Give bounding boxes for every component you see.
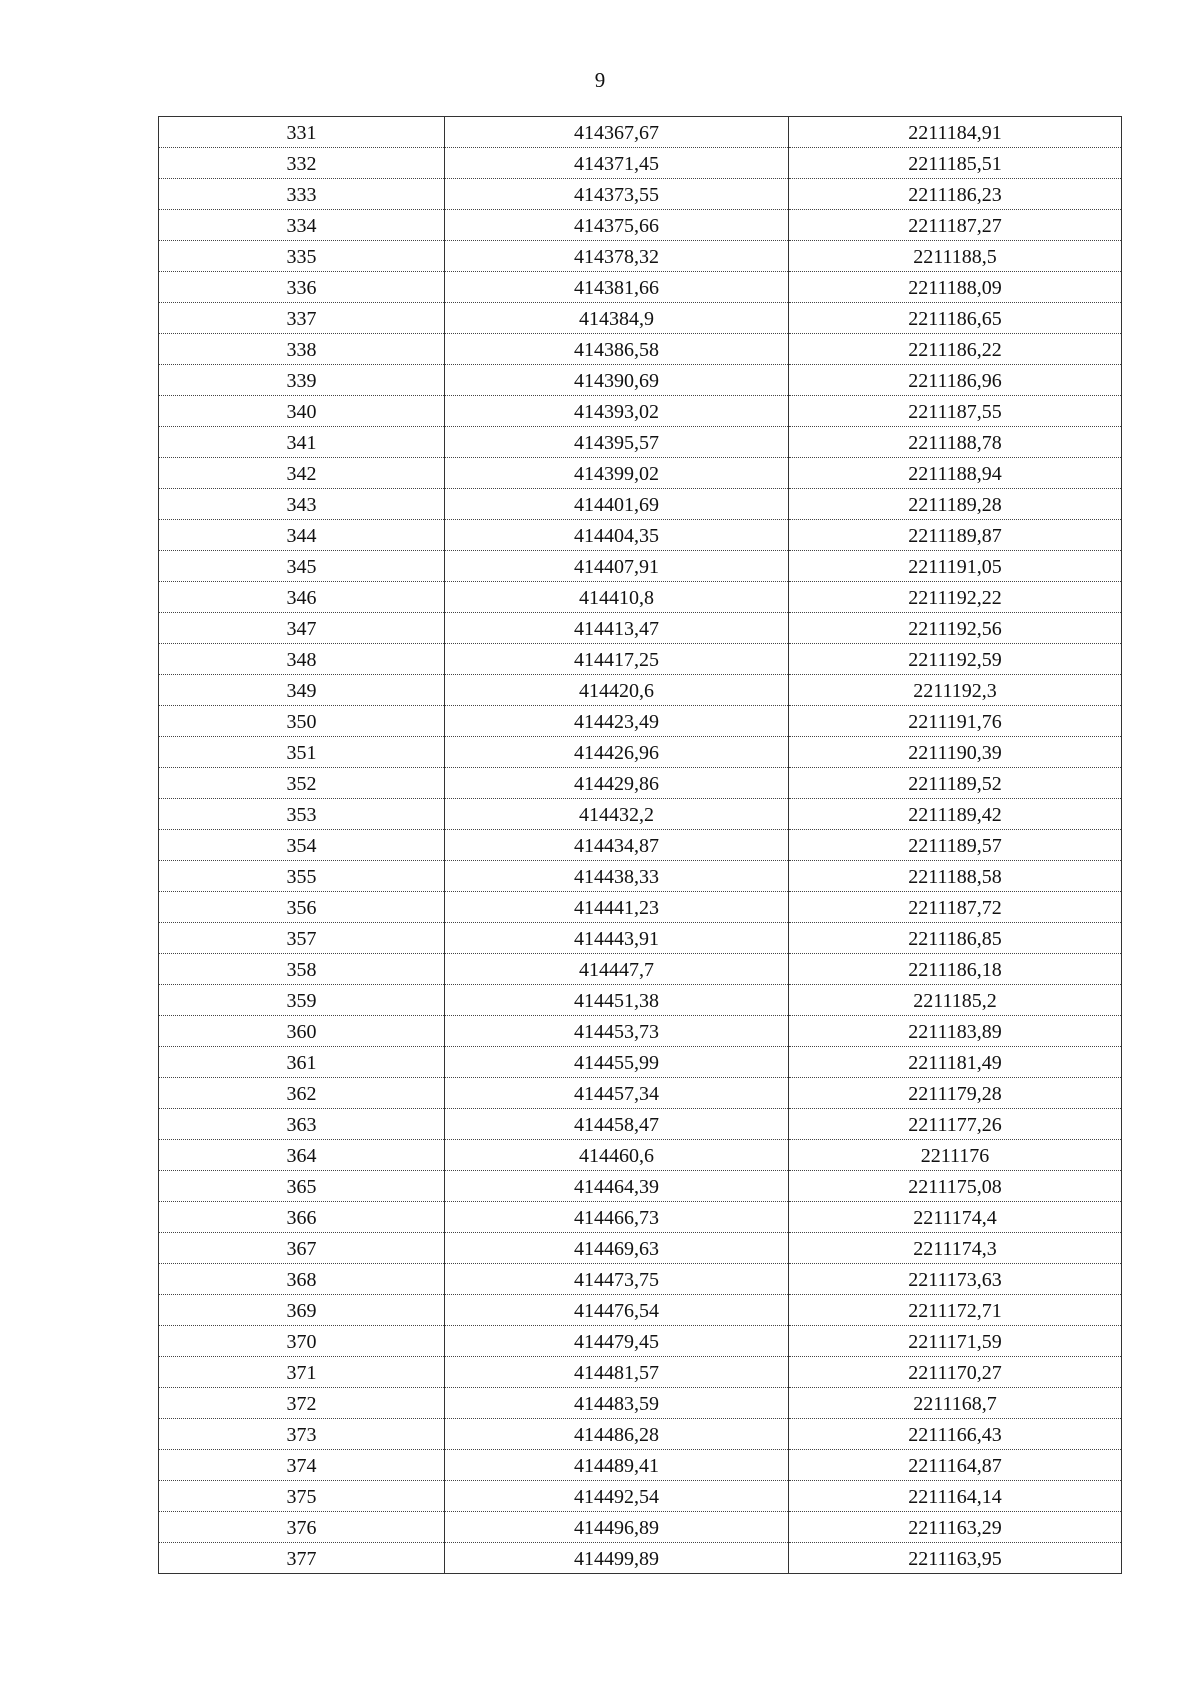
point-number-cell: 366	[159, 1202, 445, 1233]
x-coordinate-cell: 414481,57	[445, 1357, 789, 1388]
point-number-cell: 377	[159, 1543, 445, 1574]
table-row	[159, 489, 1122, 520]
point-number-cell: 344	[159, 520, 445, 551]
point-number-cell: 355	[159, 861, 445, 892]
x-coordinate-cell: 414423,49	[445, 706, 789, 737]
y-coordinate-cell: 2211185,51	[789, 148, 1122, 179]
y-coordinate-cell: 2211186,18	[789, 954, 1122, 985]
y-coordinate-cell: 2211192,3	[789, 675, 1122, 706]
table-row	[159, 1078, 1122, 1109]
table-row	[159, 1357, 1122, 1388]
point-number-cell: 338	[159, 334, 445, 365]
point-number-cell: 360	[159, 1016, 445, 1047]
point-number-cell: 334	[159, 210, 445, 241]
point-number-cell: 336	[159, 272, 445, 303]
table-row	[159, 582, 1122, 613]
x-coordinate-cell: 414469,63	[445, 1233, 789, 1264]
x-coordinate-cell: 414384,9	[445, 303, 789, 334]
x-coordinate-cell: 414434,87	[445, 830, 789, 861]
y-coordinate-cell: 2211191,76	[789, 706, 1122, 737]
table-row	[159, 365, 1122, 396]
x-coordinate-cell: 414417,25	[445, 644, 789, 675]
x-coordinate-cell: 414466,73	[445, 1202, 789, 1233]
point-number-cell: 363	[159, 1109, 445, 1140]
y-coordinate-cell: 2211163,95	[789, 1543, 1122, 1574]
table-row	[159, 1047, 1122, 1078]
y-coordinate-cell: 2211189,28	[789, 489, 1122, 520]
table-row	[159, 706, 1122, 737]
point-number-cell: 348	[159, 644, 445, 675]
y-coordinate-cell: 2211189,87	[789, 520, 1122, 551]
x-coordinate-cell: 414375,66	[445, 210, 789, 241]
x-coordinate-cell: 414404,35	[445, 520, 789, 551]
table-row	[159, 1543, 1122, 1574]
y-coordinate-cell: 2211189,57	[789, 830, 1122, 861]
table-row	[159, 799, 1122, 830]
point-number-cell: 359	[159, 985, 445, 1016]
table-row	[159, 892, 1122, 923]
x-coordinate-cell: 414486,28	[445, 1419, 789, 1450]
y-coordinate-cell: 2211188,58	[789, 861, 1122, 892]
x-coordinate-cell: 414413,47	[445, 613, 789, 644]
point-number-cell: 372	[159, 1388, 445, 1419]
y-coordinate-cell: 2211166,43	[789, 1419, 1122, 1450]
y-coordinate-cell: 2211186,65	[789, 303, 1122, 334]
y-coordinate-cell: 2211172,71	[789, 1295, 1122, 1326]
table-row	[159, 117, 1122, 148]
table-row	[159, 923, 1122, 954]
x-coordinate-cell: 414407,91	[445, 551, 789, 582]
y-coordinate-cell: 2211177,26	[789, 1109, 1122, 1140]
x-coordinate-cell: 414393,02	[445, 396, 789, 427]
point-number-cell: 362	[159, 1078, 445, 1109]
x-coordinate-cell: 414378,32	[445, 241, 789, 272]
table-row	[159, 396, 1122, 427]
point-number-cell: 350	[159, 706, 445, 737]
table-row	[159, 1171, 1122, 1202]
table-row	[159, 148, 1122, 179]
y-coordinate-cell: 2211186,23	[789, 179, 1122, 210]
table-row	[159, 985, 1122, 1016]
point-number-cell: 356	[159, 892, 445, 923]
table-row	[159, 520, 1122, 551]
point-number-cell: 369	[159, 1295, 445, 1326]
y-coordinate-cell: 2211163,29	[789, 1512, 1122, 1543]
table-row	[159, 1481, 1122, 1512]
x-coordinate-cell: 414438,33	[445, 861, 789, 892]
table-row	[159, 551, 1122, 582]
y-coordinate-cell: 2211185,2	[789, 985, 1122, 1016]
table-row	[159, 179, 1122, 210]
x-coordinate-cell: 414367,67	[445, 117, 789, 148]
y-coordinate-cell: 2211175,08	[789, 1171, 1122, 1202]
point-number-cell: 333	[159, 179, 445, 210]
table-row	[159, 1295, 1122, 1326]
table-row	[159, 1326, 1122, 1357]
table-row	[159, 458, 1122, 489]
x-coordinate-cell: 414390,69	[445, 365, 789, 396]
x-coordinate-cell: 414447,7	[445, 954, 789, 985]
x-coordinate-cell: 414443,91	[445, 923, 789, 954]
point-number-cell: 345	[159, 551, 445, 582]
point-number-cell: 358	[159, 954, 445, 985]
table-row	[159, 334, 1122, 365]
x-coordinate-cell: 414464,39	[445, 1171, 789, 1202]
y-coordinate-cell: 2211179,28	[789, 1078, 1122, 1109]
x-coordinate-cell: 414476,54	[445, 1295, 789, 1326]
y-coordinate-cell: 2211190,39	[789, 737, 1122, 768]
y-coordinate-cell: 2211186,96	[789, 365, 1122, 396]
table-row	[159, 427, 1122, 458]
x-coordinate-cell: 414410,8	[445, 582, 789, 613]
y-coordinate-cell: 2211192,56	[789, 613, 1122, 644]
y-coordinate-cell: 2211184,91	[789, 117, 1122, 148]
table-row	[159, 241, 1122, 272]
point-number-cell: 376	[159, 1512, 445, 1543]
y-coordinate-cell: 2211192,22	[789, 582, 1122, 613]
y-coordinate-cell: 2211188,5	[789, 241, 1122, 272]
point-number-cell: 351	[159, 737, 445, 768]
x-coordinate-cell: 414460,6	[445, 1140, 789, 1171]
x-coordinate-cell: 414441,23	[445, 892, 789, 923]
y-coordinate-cell: 2211188,94	[789, 458, 1122, 489]
point-number-cell: 364	[159, 1140, 445, 1171]
table-row	[159, 613, 1122, 644]
x-coordinate-cell: 414401,69	[445, 489, 789, 520]
y-coordinate-cell: 2211187,72	[789, 892, 1122, 923]
point-number-cell: 354	[159, 830, 445, 861]
table-row	[159, 1419, 1122, 1450]
point-number-cell: 340	[159, 396, 445, 427]
x-coordinate-cell: 414483,59	[445, 1388, 789, 1419]
x-coordinate-cell: 414457,34	[445, 1078, 789, 1109]
x-coordinate-cell: 414373,55	[445, 179, 789, 210]
table-row	[159, 272, 1122, 303]
y-coordinate-cell: 2211174,3	[789, 1233, 1122, 1264]
point-number-cell: 331	[159, 117, 445, 148]
table-row	[159, 861, 1122, 892]
table-row	[159, 1512, 1122, 1543]
x-coordinate-cell: 414479,45	[445, 1326, 789, 1357]
table-row	[159, 1202, 1122, 1233]
table-row	[159, 1388, 1122, 1419]
point-number-cell: 374	[159, 1450, 445, 1481]
point-number-cell: 339	[159, 365, 445, 396]
y-coordinate-cell: 2211171,59	[789, 1326, 1122, 1357]
y-coordinate-cell: 2211187,27	[789, 210, 1122, 241]
point-number-cell: 346	[159, 582, 445, 613]
point-number-cell: 361	[159, 1047, 445, 1078]
coordinates-table-body	[159, 117, 1122, 1574]
point-number-cell: 347	[159, 613, 445, 644]
table-row	[159, 830, 1122, 861]
point-number-cell: 341	[159, 427, 445, 458]
point-number-cell: 371	[159, 1357, 445, 1388]
table-row	[159, 737, 1122, 768]
table-row	[159, 303, 1122, 334]
point-number-cell: 332	[159, 148, 445, 179]
point-number-cell: 349	[159, 675, 445, 706]
x-coordinate-cell: 414371,45	[445, 148, 789, 179]
y-coordinate-cell: 2211189,52	[789, 768, 1122, 799]
y-coordinate-cell: 2211164,14	[789, 1481, 1122, 1512]
table-row	[159, 1109, 1122, 1140]
y-coordinate-cell: 2211191,05	[789, 551, 1122, 582]
table-row	[159, 1140, 1122, 1171]
x-coordinate-cell: 414432,2	[445, 799, 789, 830]
y-coordinate-cell: 2211187,55	[789, 396, 1122, 427]
y-coordinate-cell: 2211168,7	[789, 1388, 1122, 1419]
table-row	[159, 675, 1122, 706]
x-coordinate-cell: 414426,96	[445, 737, 789, 768]
y-coordinate-cell: 2211192,59	[789, 644, 1122, 675]
x-coordinate-cell: 414453,73	[445, 1016, 789, 1047]
y-coordinate-cell: 2211186,85	[789, 923, 1122, 954]
y-coordinate-cell: 2211176	[789, 1140, 1122, 1171]
y-coordinate-cell: 2211181,49	[789, 1047, 1122, 1078]
x-coordinate-cell: 414499,89	[445, 1543, 789, 1574]
x-coordinate-cell: 414496,89	[445, 1512, 789, 1543]
x-coordinate-cell: 414489,41	[445, 1450, 789, 1481]
y-coordinate-cell: 2211188,78	[789, 427, 1122, 458]
point-number-cell: 353	[159, 799, 445, 830]
x-coordinate-cell: 414473,75	[445, 1264, 789, 1295]
y-coordinate-cell: 2211164,87	[789, 1450, 1122, 1481]
table-row	[159, 1264, 1122, 1295]
table-row	[159, 1016, 1122, 1047]
x-coordinate-cell: 414492,54	[445, 1481, 789, 1512]
x-coordinate-cell: 414458,47	[445, 1109, 789, 1140]
point-number-cell: 342	[159, 458, 445, 489]
x-coordinate-cell: 414395,57	[445, 427, 789, 458]
x-coordinate-cell: 414420,6	[445, 675, 789, 706]
point-number-cell: 352	[159, 768, 445, 799]
y-coordinate-cell: 2211170,27	[789, 1357, 1122, 1388]
point-number-cell: 375	[159, 1481, 445, 1512]
coordinates-table	[158, 116, 1122, 1574]
x-coordinate-cell: 414381,66	[445, 272, 789, 303]
x-coordinate-cell: 414429,86	[445, 768, 789, 799]
y-coordinate-cell: 2211183,89	[789, 1016, 1122, 1047]
page-number: 9	[594, 68, 606, 92]
point-number-cell: 368	[159, 1264, 445, 1295]
x-coordinate-cell: 414386,58	[445, 334, 789, 365]
point-number-cell: 365	[159, 1171, 445, 1202]
x-coordinate-cell: 414455,99	[445, 1047, 789, 1078]
point-number-cell: 373	[159, 1419, 445, 1450]
y-coordinate-cell: 2211174,4	[789, 1202, 1122, 1233]
point-number-cell: 337	[159, 303, 445, 334]
table-row	[159, 1450, 1122, 1481]
point-number-cell: 357	[159, 923, 445, 954]
table-row	[159, 954, 1122, 985]
y-coordinate-cell: 2211188,09	[789, 272, 1122, 303]
x-coordinate-cell: 414399,02	[445, 458, 789, 489]
table-row	[159, 768, 1122, 799]
y-coordinate-cell: 2211189,42	[789, 799, 1122, 830]
point-number-cell: 343	[159, 489, 445, 520]
point-number-cell: 370	[159, 1326, 445, 1357]
table-row	[159, 1233, 1122, 1264]
point-number-cell: 335	[159, 241, 445, 272]
table-row	[159, 644, 1122, 675]
y-coordinate-cell: 2211186,22	[789, 334, 1122, 365]
x-coordinate-cell: 414451,38	[445, 985, 789, 1016]
y-coordinate-cell: 2211173,63	[789, 1264, 1122, 1295]
point-number-cell: 367	[159, 1233, 445, 1264]
table-row	[159, 210, 1122, 241]
